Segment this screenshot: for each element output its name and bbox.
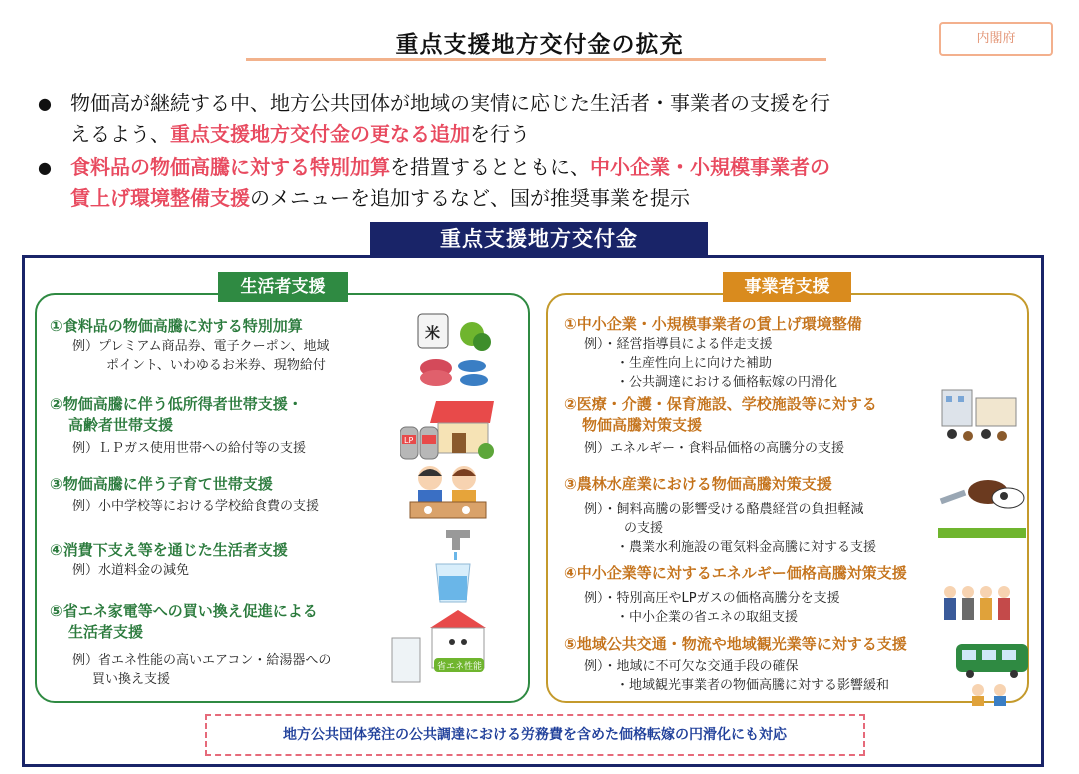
right-item-3-detail: 例）・飼料高騰の影響受ける酪農経営の負担軽減	[584, 502, 864, 517]
right-item-3	[564, 474, 964, 557]
right-item-1	[564, 314, 964, 392]
footer-note: 地方公共団体発注の公共調達における労務費を含めた価格転嫁の円滑化にも対応	[205, 714, 865, 756]
bullet-1-highlight: 重点支援地方交付金の更なる追加	[170, 122, 470, 146]
lpg-cylinder-label: LP	[404, 436, 414, 445]
bullet-2-highlight-2: 中小企業・小規模事業者の	[590, 155, 830, 179]
bullet-dot-icon: ●	[38, 94, 52, 113]
left-item-5-heading-2: 生活者支援	[68, 623, 144, 641]
right-item-1-detail-3: ・公共調達における価格転嫁の円滑化	[616, 375, 838, 390]
ministry-badge: 内閣府	[939, 22, 1053, 56]
left-item-4	[50, 540, 410, 580]
right-item-4-detail: 例）・特別高圧やLPガスの価格高騰分を支援	[584, 591, 840, 606]
eco-label: 省エネ性能	[437, 662, 483, 672]
left-item-5-detail-2: 買い換え支援	[92, 672, 171, 687]
right-item-4-heading: ④中小企業等に対するエネルギー価格高騰対策支援	[564, 564, 907, 582]
bullet-1-text-3: を行う	[470, 122, 530, 146]
title-underline	[246, 58, 826, 61]
bullet-2-text-2: のメニューを追加するなど、国が推奨事業を提示	[250, 186, 690, 210]
right-item-2-heading-2: 物価高騰対策支援	[582, 416, 703, 434]
left-item-3-detail: 例）小中学校等における学校給食費の支援	[72, 499, 320, 514]
left-item-1	[50, 316, 410, 375]
right-item-3-heading: ③農林水産業における物価高騰対策支援	[564, 475, 832, 493]
bullet-dot-icon: ●	[38, 158, 52, 177]
left-item-1-detail: 例）プレミアム商品券、電子クーポン、地域	[72, 339, 330, 354]
transport-icon	[954, 636, 1030, 708]
lpg-house-icon	[400, 395, 496, 465]
left-item-2	[50, 394, 410, 458]
right-item-2	[564, 394, 964, 458]
bullet-2-text: を措置するとともに、	[390, 155, 590, 179]
right-item-3-detail-3: ・農業水利施設の電気料金高騰に対する支援	[616, 540, 877, 555]
bullet-1	[38, 88, 1048, 150]
right-item-5-detail-2: ・地域観光事業者の物価高騰に対する影響緩和	[616, 678, 890, 693]
right-item-1-detail-2: ・生産性向上に向けた補助	[616, 356, 773, 371]
right-item-5-heading: ⑤地域公共交通・物流や地域観光業等に対する支援	[564, 635, 907, 653]
left-item-5	[50, 601, 410, 689]
bullet-2-highlight-1: 食料品の物価高騰に対する特別加算	[70, 155, 390, 179]
bullet-2-highlight-3: 賃上げ環境整備支援	[70, 186, 250, 210]
right-item-1-detail: 例）・経営指導員による伴走支援	[584, 337, 773, 352]
facility-icon	[938, 386, 1022, 446]
left-item-3-heading: ③物価高騰に伴う子育て世帯支援	[50, 475, 273, 493]
left-item-4-heading: ④消費下支え等を通じた生活者支援	[50, 541, 288, 559]
right-item-5	[564, 634, 964, 695]
right-item-2-detail: 例）エネルギー・食料品価格の高騰分の支援	[584, 441, 845, 456]
left-item-1-heading: ①食料品の物価高騰に対する特別加算	[50, 317, 303, 335]
workers-icon	[938, 582, 1022, 630]
right-item-4	[564, 563, 964, 627]
left-item-2-heading-2: 高齢者世帯支援	[68, 416, 174, 434]
food-icon	[412, 310, 496, 390]
bullet-1-text: 物価高が継続する中、地方公共団体が地域の実情に応じた生活者・事業者の支援を行	[70, 91, 830, 115]
right-item-1-heading: ①中小企業・小規模事業者の賃上げ環境整備	[564, 315, 862, 333]
livestock-icon	[936, 470, 1028, 542]
left-item-1-detail-2: ポイント、いわゆるお米券、現物給付	[106, 358, 326, 373]
page-title: 重点支援地方交付金の拡充	[395, 32, 684, 58]
rice-bag-label: 米	[425, 324, 441, 342]
right-item-4-detail-2: ・中小企業の省エネの取組支援	[616, 610, 799, 625]
left-item-5-detail: 例）省エネ性能の高いエアコン・給湯器への	[72, 653, 332, 668]
right-item-5-detail: 例）・地域に不可欠な交通手段の確保	[584, 659, 799, 674]
left-item-2-detail: 例）ＬＰガス使用世帯への給付等の支援	[72, 441, 307, 456]
school-lunch-icon	[408, 462, 488, 524]
resident-support-tag: 生活者支援	[218, 272, 348, 302]
left-item-2-heading: ②物価高騰に伴う低所得者世帯支援・	[50, 395, 303, 413]
left-item-5-heading: ⑤省エネ家電等への買い換え促進による	[50, 602, 318, 620]
section-banner: 重点支援地方交付金	[370, 222, 708, 256]
bullet-2	[38, 152, 1048, 214]
right-item-3-detail-2: の支援	[624, 521, 664, 536]
right-item-2-heading: ②医療・介護・保育施設、学校施設等に対する	[564, 395, 877, 413]
water-faucet-icon	[428, 524, 478, 604]
eco-appliance-icon	[390, 608, 490, 688]
left-item-3	[50, 474, 410, 516]
bullet-1-text-2: えるよう、	[70, 122, 170, 146]
left-item-4-detail: 例）水道料金の減免	[72, 563, 190, 578]
business-support-tag: 事業者支援	[723, 272, 851, 302]
